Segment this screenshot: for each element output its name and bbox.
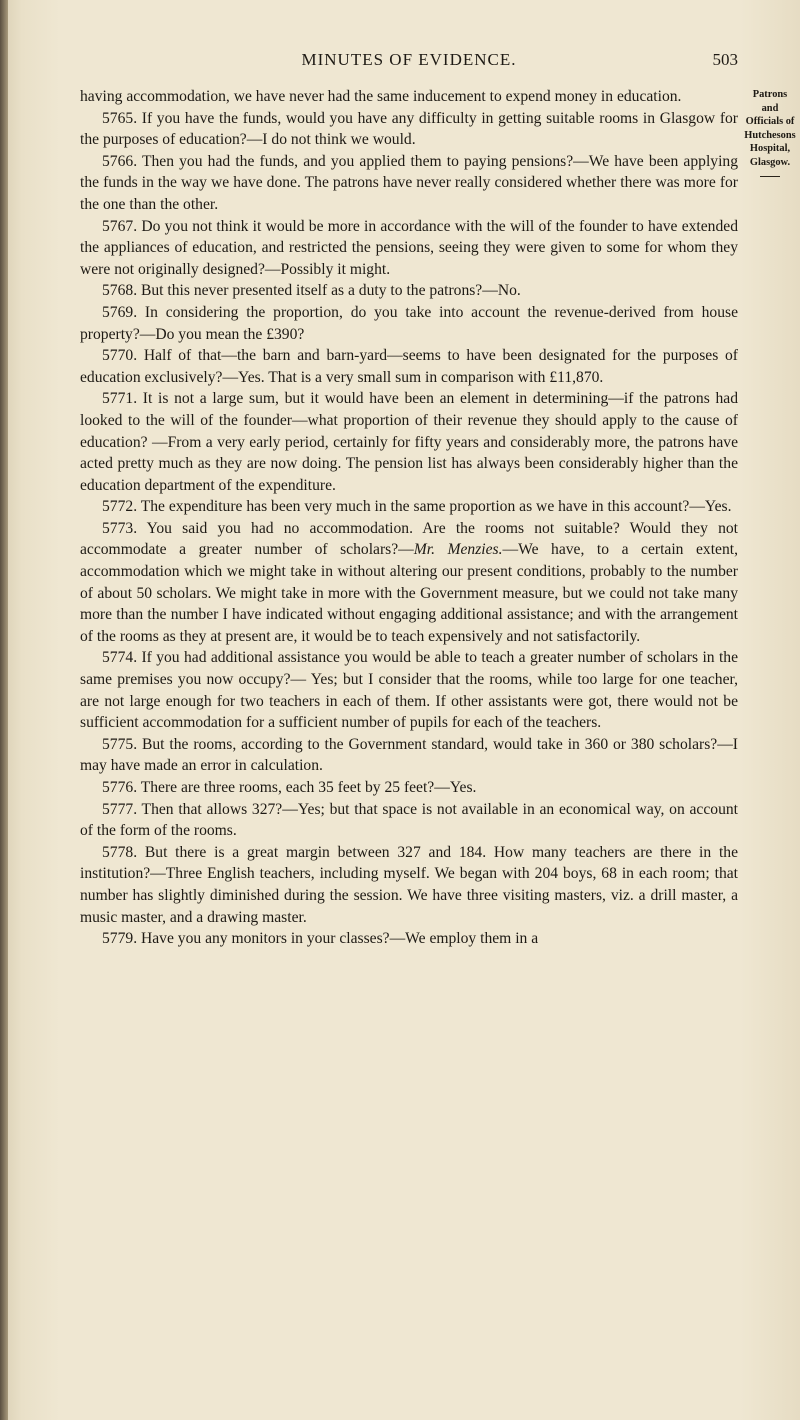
paragraph-text: 5768. But this never presented itself as a duty to the patrons?—No. bbox=[102, 282, 521, 300]
paragraph-text: 5778. But there is a great margin between 327 and 184. How many teachers are there in the institution?—Three English teachers, including myself. We began with 204 boys, 68 in each room; that number has slightly diminished during the session. We have three visiting masters, viz. a drill master, a music master, and a drawing master. bbox=[80, 843, 738, 926]
paragraph bbox=[80, 151, 738, 216]
margin-note-line: Hutchesons bbox=[744, 129, 796, 141]
paragraph bbox=[80, 777, 738, 799]
margin-note-line: Hospital, bbox=[749, 143, 791, 155]
paragraph bbox=[80, 86, 738, 108]
paragraph-text: 5773. You said you had no accommodation. Are the rooms not suitable? Would they not accommodate a greater number of scholars?— bbox=[80, 519, 738, 559]
paragraph bbox=[80, 302, 738, 345]
margin-note bbox=[743, 88, 797, 177]
paragraph-text: 5767. Do you not think it would be more in accordance with the will of the founder to have extended the appliances of education, and restricted the pensions, seeing they were given to some for whom they were not originally designed?—Possibly it might. bbox=[80, 217, 738, 278]
paragraph bbox=[80, 496, 738, 518]
paragraph bbox=[80, 842, 738, 928]
body-text bbox=[80, 86, 738, 950]
paragraph bbox=[80, 928, 738, 950]
paragraph-text: 5772. The expenditure has been very much in the same proportion as we have in this account?—Yes. bbox=[102, 498, 732, 516]
page-header bbox=[80, 50, 738, 80]
paragraph-text: 5770. Half of that—the barn and barn-yard—seems to have been designated for the purposes of education exclusively?—Yes. That is a very small sum in comparison with £11,870. bbox=[80, 347, 738, 386]
margin-note-line: Glasgow. bbox=[749, 156, 791, 168]
margin-note-rule bbox=[760, 176, 780, 177]
paragraph-text: 5765. If you have the funds, would you have any difficulty in getting suitable rooms in Glasgow for the purposes of education?—I do not think we would. bbox=[80, 109, 738, 149]
margin-note-line: Patrons bbox=[752, 89, 788, 100]
margin-note-line: Officials of bbox=[745, 116, 795, 128]
book-spine bbox=[0, 0, 8, 1420]
paragraph-text: 5775. But the rooms, according to the Government standard, would take in 360 or 380 scholars?—I may have made an error in calculation. bbox=[80, 735, 738, 775]
paragraph-text: —We have, to a certain extent, accommodation which we might take in without altering our present conditions, probably to the number of about 50 scholars. We might take in more with the Government measure, but we could not take many more than the number I have indicated without engaging additional assistance; and with the arrangement of the rooms as they at present are, it would be to teach expensively and not satisfactorily. bbox=[80, 541, 738, 645]
paragraph-text: 5776. There are three rooms, each 35 feet by 25 feet?—Yes. bbox=[102, 779, 477, 796]
paragraph bbox=[80, 518, 738, 648]
paragraph-text: having accommodation, we have never had the same inducement to expend money in education. bbox=[80, 88, 682, 105]
paragraph-text: 5771. It is not a large sum, but it would have been an element in determining—if the patrons had looked to the will of the founder—what proportion of their revenue they should apply to the cause of education? —From a very early period, certainly for fifty years and considerably more, the patrons have acted pretty much as they are now doing. The pension list has always been considerably higher than the education department of the expenditure. bbox=[80, 390, 738, 494]
paragraph bbox=[80, 734, 738, 777]
running-title: MINUTES OF EVIDENCE. bbox=[301, 50, 517, 69]
paragraph bbox=[80, 388, 738, 496]
paragraph bbox=[80, 216, 738, 281]
paragraph bbox=[80, 647, 738, 733]
paragraph bbox=[80, 280, 738, 302]
margin-note-line: and bbox=[761, 102, 779, 114]
speaker-name: Mr. Menzies. bbox=[413, 541, 503, 559]
paragraph-text: 5779. Have you any monitors in your classes?—We employ them in a bbox=[102, 930, 539, 948]
page-number: 503 bbox=[712, 50, 738, 69]
paragraph-text: 5774. If you had additional assistance you would be able to teach a greater number of scholars in the same premises you now occupy?— Yes; but I consider that the rooms, while too large for one teacher, are not large enough for two teachers in each of them. If other assistants were got, there would not be sufficient accommodation for a sufficient number of pupils for each of the teachers. bbox=[80, 649, 738, 732]
paragraph-text: 5769. In considering the proportion, do you take into account the revenue-derived from house property?—Do you mean the £390? bbox=[80, 303, 738, 343]
paragraph-text: 5777. Then that allows 327?—Yes; but that space is not available in an economical way, on account of the form of the rooms. bbox=[80, 800, 738, 840]
paragraph bbox=[80, 345, 738, 388]
paragraph bbox=[80, 108, 738, 151]
paragraph bbox=[80, 799, 738, 842]
paragraph-text: 5766. Then you had the funds, and you applied them to paying pensions?—We have been applying the funds in the way we have done. The patrons have never really considered whether there was more for the one than the other. bbox=[80, 152, 738, 213]
